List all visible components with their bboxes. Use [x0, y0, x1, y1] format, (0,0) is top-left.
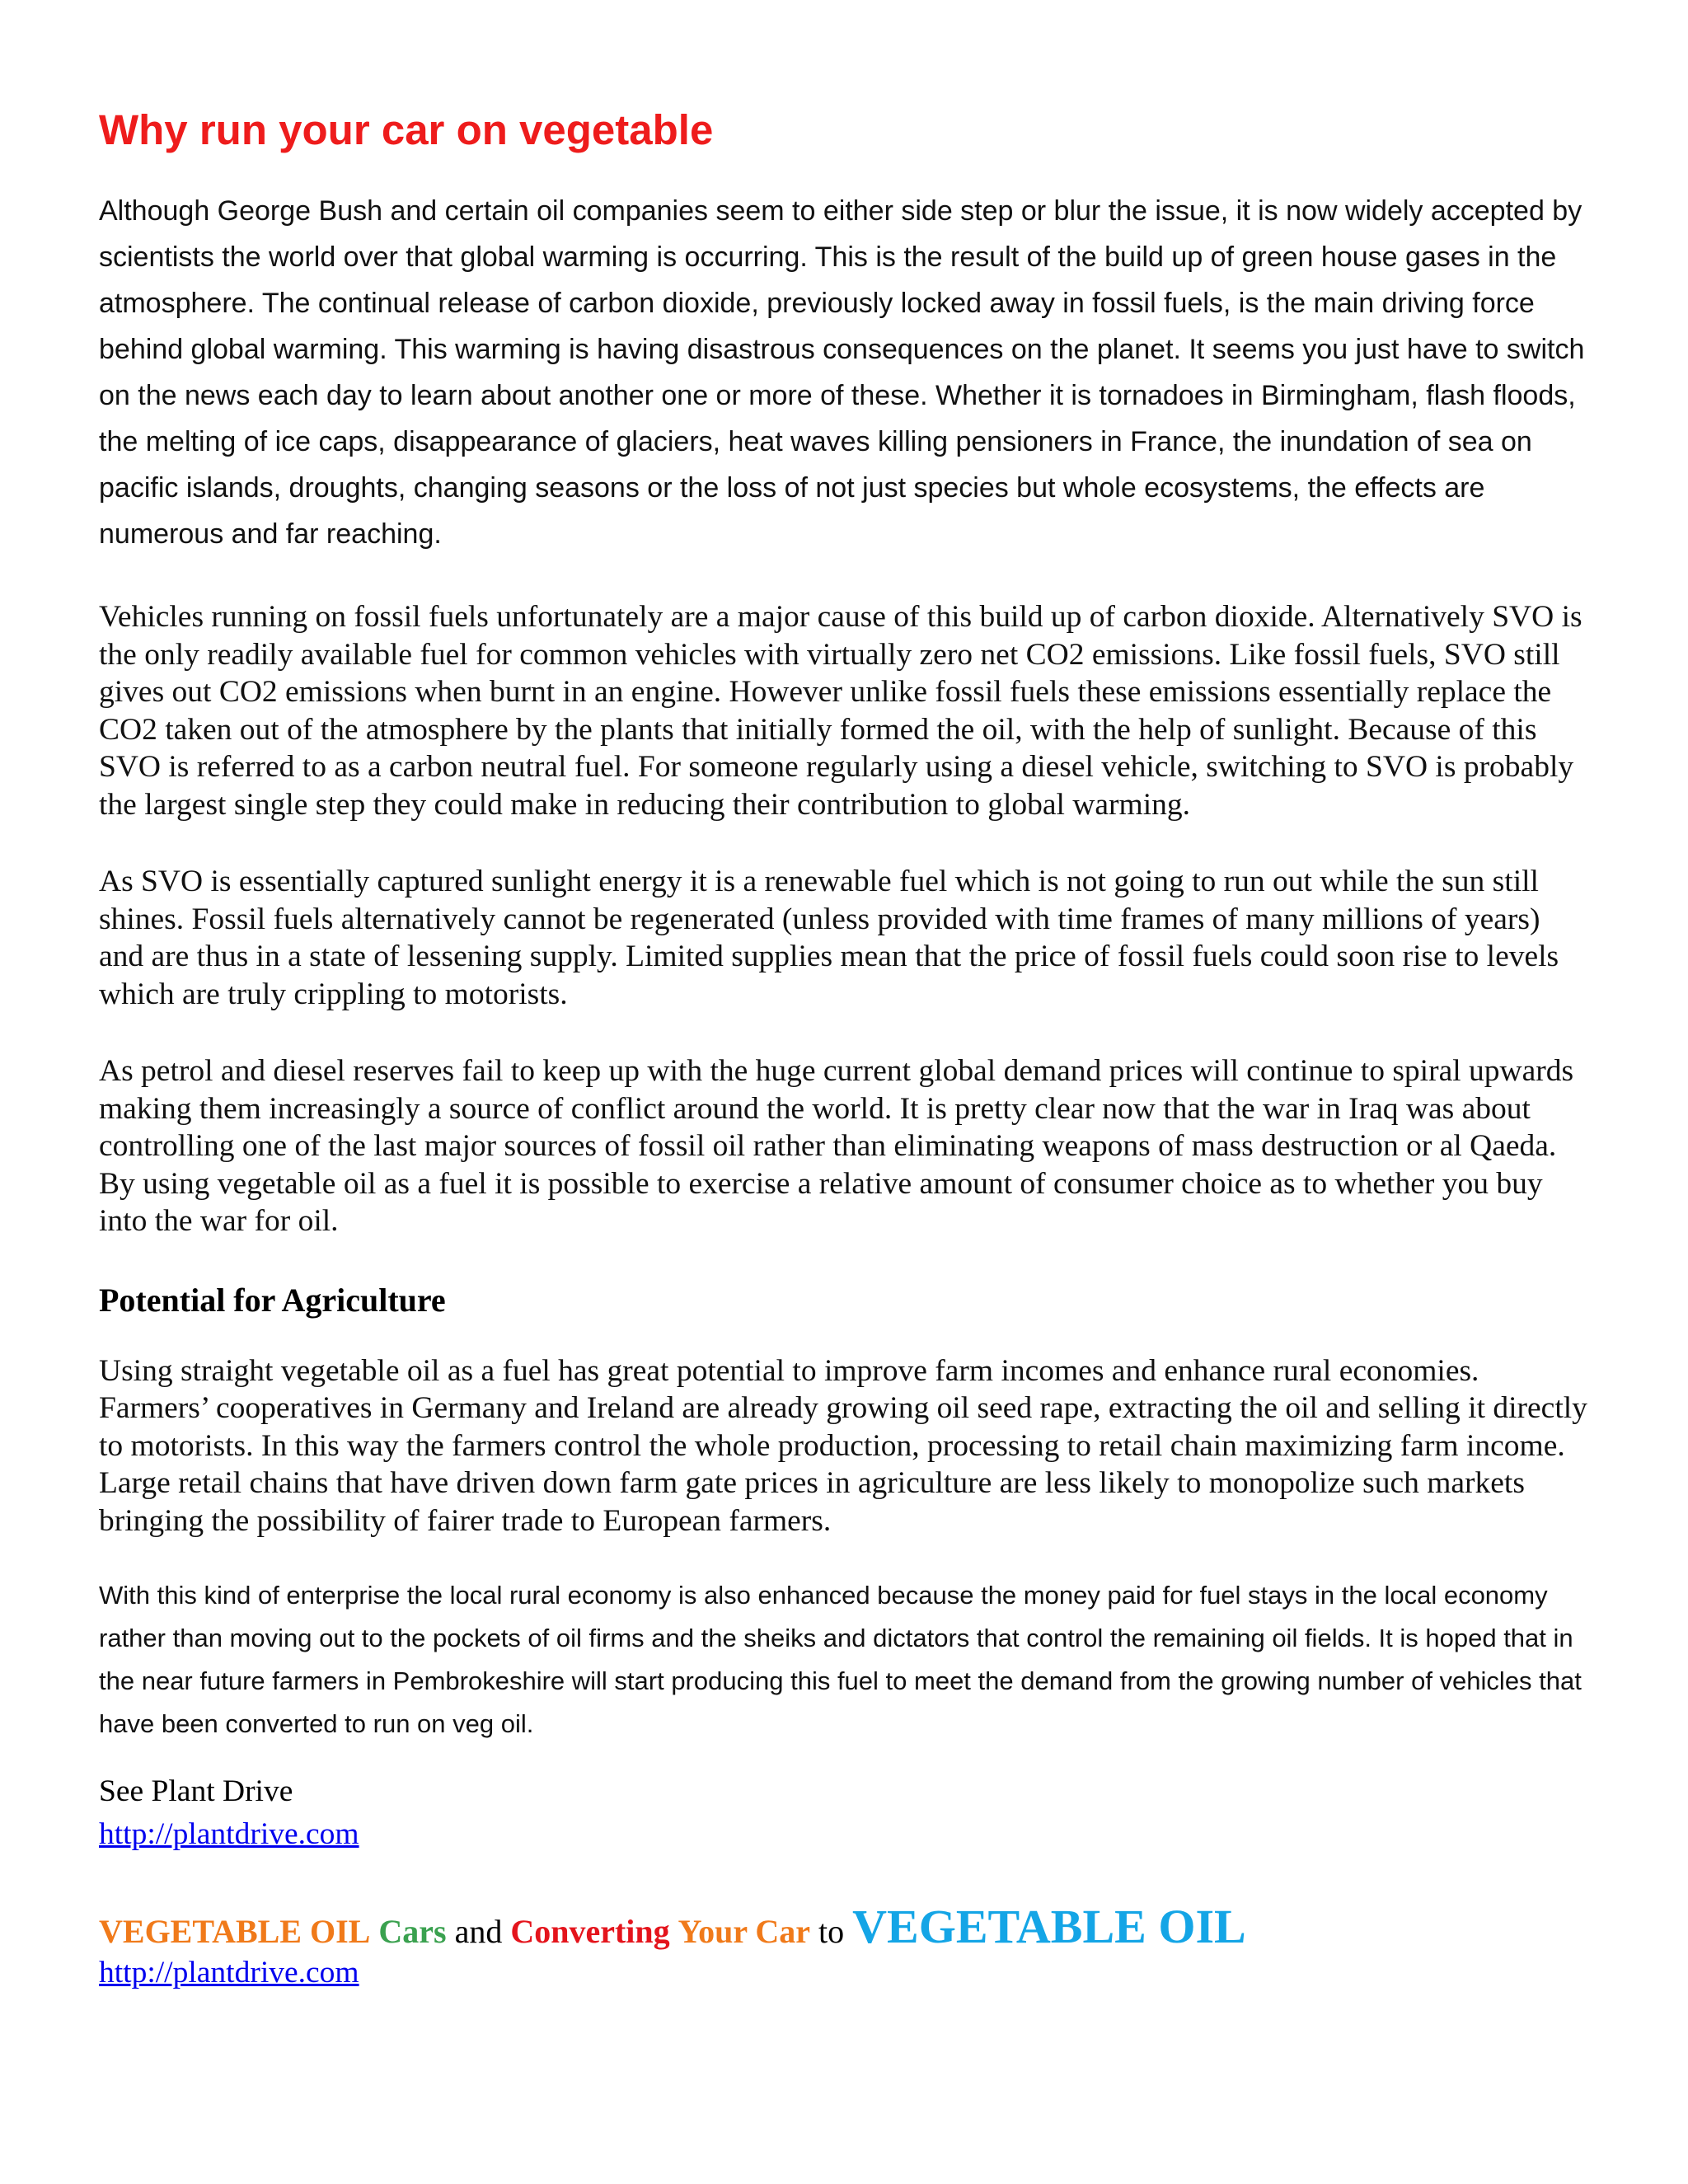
page-title: Why run your car on vegetable	[99, 106, 714, 153]
banner-and: and	[454, 1913, 503, 1950]
intro-paragraph: Although George Bush and certain oil companies seem to either side step or blur the issue, it is now widely accepted by scientists the world over that global warming is occurring. This is the result of the build up of green house gases in the atmosphere. The continual release of carbon dioxide, previously locked away in fossil fuels, is the main driving force behind global warming. This warming is having disastrous consequences on the planet. It seems you just have to switch on the news each day to learn about another one or more of these. Whether it is tornadoes in Birmingham, flash floods, the melting of ice caps, disappearance of glaciers, heat waves killing pensioners in France, the inundation of sea on pacific islands, droughts, changing seasons or the loss of not just species but whole ecosystems, the effects are numerous and far reaching.	[99, 195, 1585, 550]
banner-vegetable-oil-large: VEGETABLE OIL	[852, 1900, 1246, 1953]
enterprise-paragraph: With this kind of enterprise the local rural economy is also enhanced because the money paid for fuel stays in the local economy rather than moving out to the pockets of oil firms and the sheiks and dictators that control the remaining oil fields. It is hoped that in the near future farmers in Pembrokeshire will start producing this fuel to meet the demand from the growing number of vehicles that have been converted to run on veg oil.	[99, 1581, 1582, 1738]
see-plant-drive-label: See Plant Drive	[99, 1774, 293, 1808]
body-paragraph-renewable: As SVO is essentially captured sunlight energy it is a renewable fuel which is not going to run out while the sun still shines. Fossil fuels alternatively cannot be regenerated (unless provided with time frames of many millions of years) and are thus in a state of lessening supply. Limited supplies mean that the price of fossil fuels could soon rise to levels which are truly crippling to motorists.	[99, 865, 1559, 1011]
agriculture-paragraph: Using straight vegetable oil as a fuel has great potential to improve farm incomes and enhance rural economies. Farmers’ cooperatives in Germany and Ireland are already growing oil seed rape, extracting the oil and selling it directly to motorists. In this way the farmers control the whole production, processing to retail chain maximizing farm income. Large retail chains that have driven down farm gate prices in agriculture are less likely to monopolize such markets bringing the possibility of fairer trade to European farmers.	[99, 1353, 1587, 1538]
banner-your-car: Your Car	[678, 1913, 811, 1950]
banner-converting: Converting	[510, 1913, 670, 1950]
banner-to: to	[818, 1913, 845, 1950]
footer-banner	[99, 1900, 1589, 1955]
body-paragraph-conflict: As petrol and diesel reserves fail to keep up with the huge current global demand prices will continue to spiral upwards making them increasingly a source of conflict around the world. It is pretty clear now that the war in Iraq was about controlling one of the last major sources of fossil oil rather than eliminating weapons of mass destruction or al Qaeda. By using vegetable oil as a fuel it is possible to exercise a relative amount of consumer choice as to whether you buy into the war for oil.	[99, 1054, 1574, 1238]
body-paragraph-co2: Vehicles running on fossil fuels unfortunately are a major cause of this build up of carbon dioxide. Alternatively SVO is the only readily available fuel for common vehicles with virtually zero net CO2 emissions. Like fossil fuels, SVO still gives out CO2 emissions when burnt in an engine. However unlike fossil fuels these emissions essentially replace the CO2 taken out of the atmosphere by the plants that initially formed the oil, with the help of sunlight. Because of this SVO is referred to as a carbon neutral fuel. For someone regularly using a diesel vehicle, switching to SVO is probably the largest single step they could make in reducing their contribution to global warming.	[99, 600, 1582, 822]
see-plant-drive-block	[99, 1770, 1589, 1856]
footer-plantdrive-link[interactable]: http://plantdrive.com	[99, 1956, 359, 1990]
section-heading: Potential for Agriculture	[99, 1281, 446, 1319]
plantdrive-link[interactable]: http://plantdrive.com	[99, 1817, 359, 1851]
plantdrive-link-line	[99, 1813, 1589, 1856]
footer-link-line	[99, 1952, 1589, 1994]
banner-vegetable-oil: VEGETABLE OIL	[99, 1913, 371, 1950]
banner-cars: Cars	[378, 1913, 447, 1950]
